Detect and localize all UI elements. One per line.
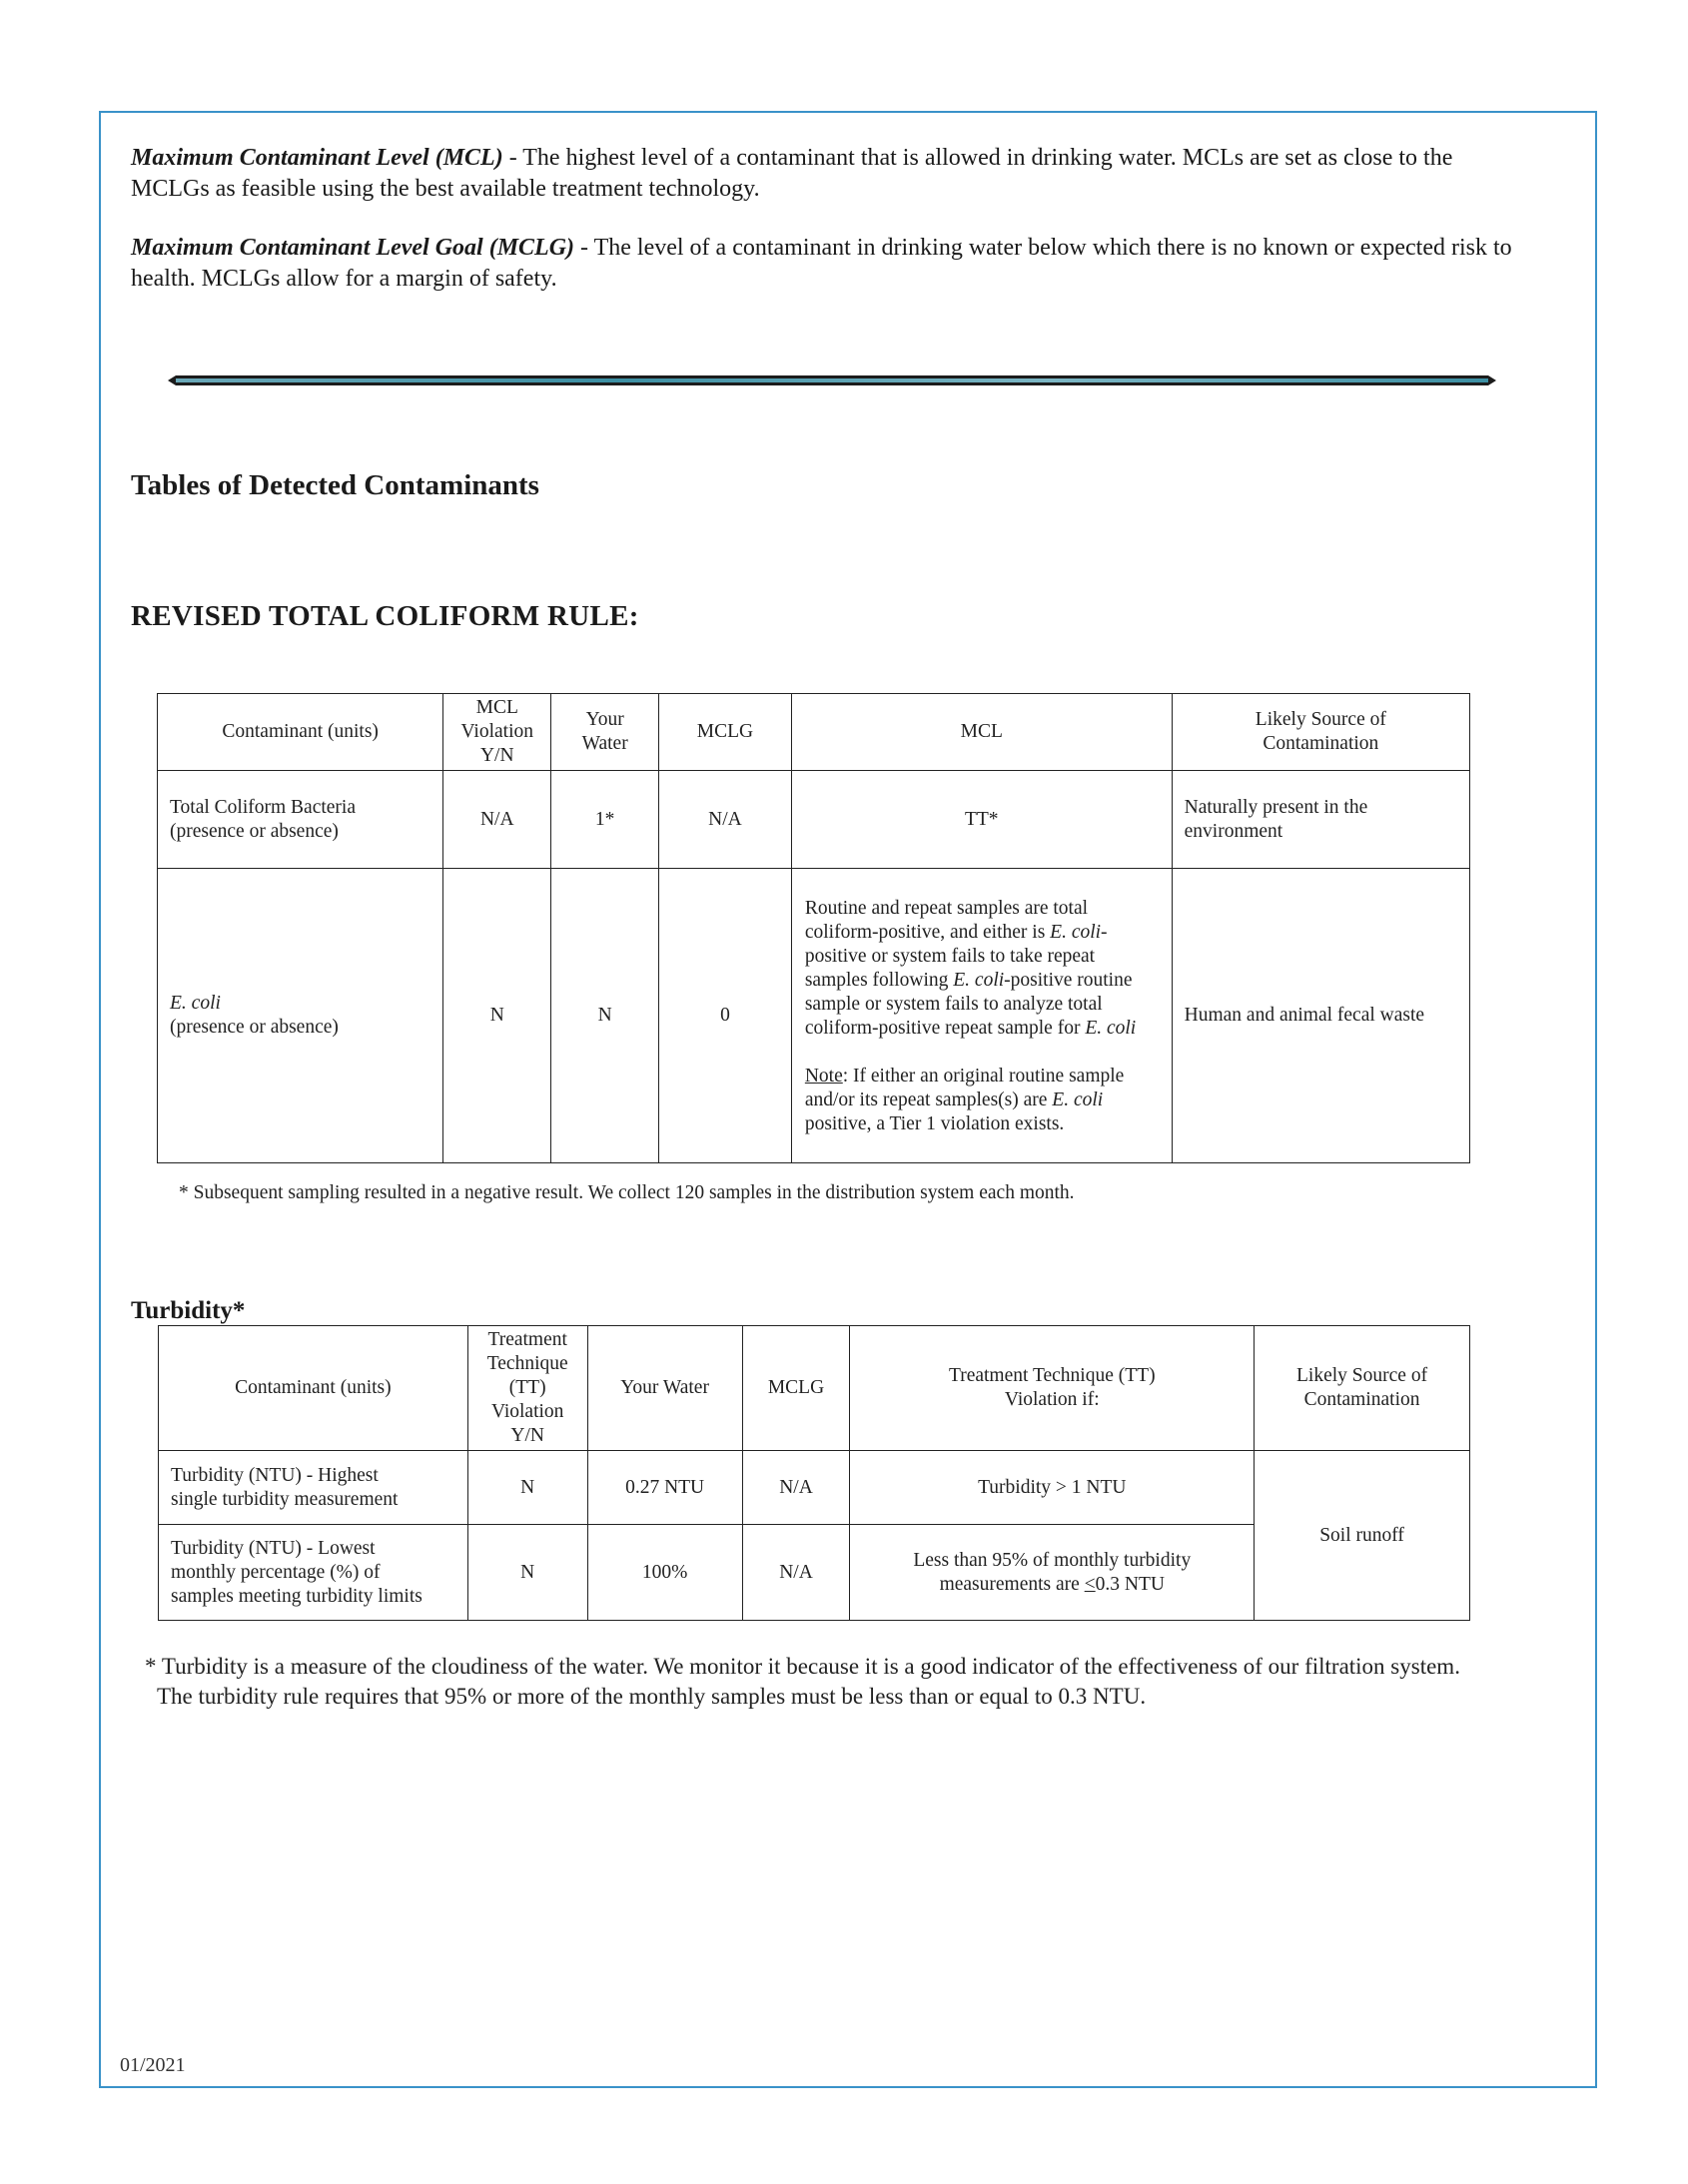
section-title-turbidity: Turbidity* [131, 1297, 246, 1324]
cell-mclg: N/A [659, 771, 792, 869]
cell-tt-violation-if: Less than 95% of monthly turbidity measurements are <0.3 NTU [850, 1525, 1255, 1621]
cell-violation: N [443, 869, 551, 1163]
table-row [158, 869, 1470, 1163]
header-tt-violation-if: Treatment Technique (TT) Violation if: [850, 1326, 1255, 1451]
cell-mclg: 0 [659, 869, 792, 1163]
decorative-divider [176, 375, 1488, 385]
cell-your-water: 0.27 NTU [587, 1451, 742, 1525]
cell-your-water: 100% [587, 1525, 742, 1621]
cell-contaminant: Turbidity (NTU) - Lowest monthly percentage (%) of samples meeting turbidity limits [159, 1525, 468, 1621]
coliform-footnote: * Subsequent sampling resulted in a negative result. We collect 120 samples in the distribution system each month. [179, 1182, 1075, 1203]
mcl-note: Note: If either an original routine sample and/or its repeat samples(s) are E. coli positive, a Tier 1 violation exists. [804, 1066, 1125, 1134]
cell-contaminant: E. coli (presence or absence) [158, 869, 443, 1163]
section-title-coliform-rule: REVISED TOTAL COLIFORM RULE: [131, 600, 639, 632]
definition-mcl: Maximum Contaminant Level (MCL) - The highest level of a contaminant that is allowed in drinking water. MCLs are set as close to the MCLGs as feasible using the best available treatment technology. [131, 145, 1453, 202]
cell-source: Naturally present in the environment [1172, 771, 1469, 869]
header-mclg: MCLG [742, 1326, 850, 1451]
cell-source: Human and animal fecal waste [1172, 869, 1469, 1163]
turbidity-table [158, 1325, 1470, 1621]
coliform-table [157, 693, 1470, 1163]
header-mclg: MCLG [659, 694, 792, 771]
header-your-water: Your Water [587, 1326, 742, 1451]
cell-mclg: N/A [742, 1525, 850, 1621]
definition-mclg: Maximum Contaminant Level Goal (MCLG) - The level of a contaminant in drinking water below which there is no known or expected risk to health. MCLGs allow for a margin of safety. [131, 235, 1512, 292]
cell-contaminant: Turbidity (NTU) - Highest single turbidity measurement [159, 1451, 468, 1525]
table-row [159, 1451, 1470, 1525]
header-your-water: Your Water [551, 694, 659, 771]
cell-tt-violation-if: Turbidity > 1 NTU [850, 1451, 1255, 1525]
header-mcl: MCL [791, 694, 1172, 771]
header-contaminant: Contaminant (units) [158, 694, 443, 771]
section-title-tables: Tables of Detected Contaminants [131, 469, 539, 501]
header-source: Likely Source of Contamination [1255, 1326, 1470, 1451]
cell-mcl [791, 869, 1172, 1163]
header-tt-violation: Treatment Technique (TT) Violation Y/N [467, 1326, 587, 1451]
table-row [158, 771, 1470, 869]
cell-violation: N/A [443, 771, 551, 869]
cell-source: Soil runoff [1255, 1451, 1470, 1621]
header-source: Likely Source of Contamination [1172, 694, 1469, 771]
table-header-row [158, 694, 1470, 771]
cell-contaminant: Total Coliform Bacteria (presence or absence) [158, 771, 443, 869]
table-header-row [159, 1326, 1470, 1451]
turbidity-footnote: * Turbidity is a measure of the cloudiness of the water. We monitor it because it is a good indicator of the effectiveness of our filtration system. The turbidity rule requires that 95% or more of the monthly samples must be less than or equal to 0.3 NTU. [145, 1654, 1460, 1709]
header-contaminant: Contaminant (units) [159, 1326, 468, 1451]
definitions [131, 143, 1519, 323]
cell-your-water: 1* [551, 771, 659, 869]
cell-your-water: N [551, 869, 659, 1163]
cell-mcl: TT* [791, 771, 1172, 869]
header-mcl-violation: MCL Violation Y/N [443, 694, 551, 771]
mcl-paragraph: Routine and repeat samples are total coliform-positive, and either is E. coli-positive or system fails to take repeat samples following E. coli-positive routine sample or system fails to analyze total coliform-positive repeat sample for E. coli [804, 898, 1137, 1039]
cell-violation: N [467, 1525, 587, 1621]
cell-mclg: N/A [742, 1451, 850, 1525]
footer-date: 01/2021 [120, 2054, 186, 2076]
cell-violation: N [467, 1451, 587, 1525]
